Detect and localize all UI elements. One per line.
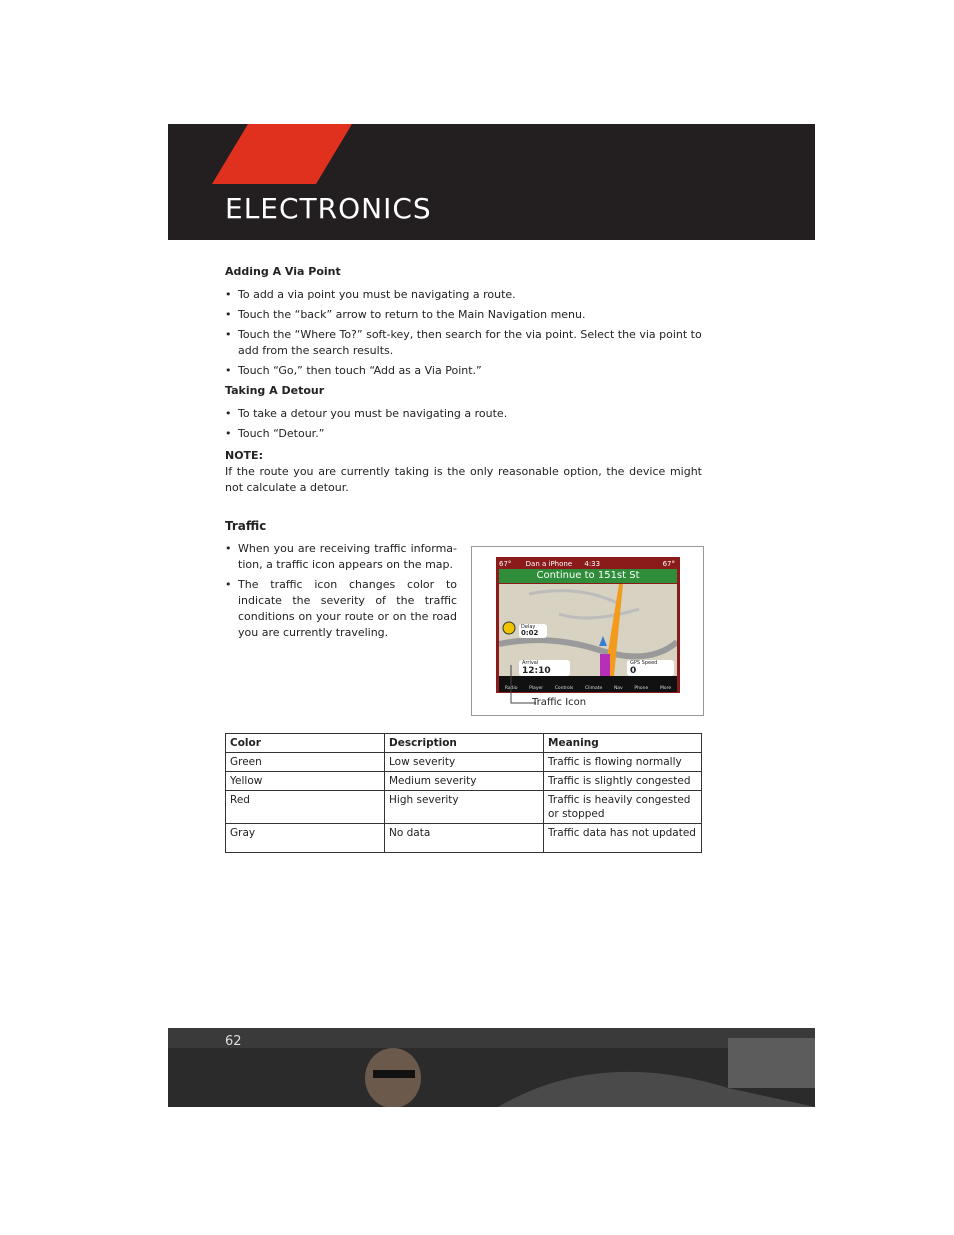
traffic-list — [225, 541, 457, 641]
screen-temp-left: 67° — [499, 560, 512, 568]
column-header: Color — [226, 734, 385, 753]
player-button: Player — [529, 686, 544, 691]
delay-label: Delay — [521, 624, 536, 630]
table-cell: Traffic is slightly congested — [544, 772, 702, 791]
screen-map — [499, 584, 677, 676]
navigation-screen-figure — [471, 546, 704, 716]
table-cell: Medium severity — [385, 772, 544, 791]
traffic-list-block — [225, 541, 457, 645]
table-header-row — [226, 734, 702, 753]
screen-status-bar — [499, 559, 677, 569]
speed-value: 0 — [630, 666, 637, 676]
detour-list — [225, 406, 702, 442]
footer-photo-band — [168, 1028, 815, 1107]
list-item: • Touch “Detour.” — [225, 426, 702, 442]
radio-button: Radio — [504, 686, 518, 691]
section-header — [168, 124, 815, 240]
note-label: NOTE: — [225, 449, 263, 462]
screen-phone: Dan a iPhone — [525, 560, 573, 568]
table-cell: Traffic is flowing normally — [544, 753, 702, 772]
nav-button: Nav — [613, 686, 623, 691]
list-item: • When you are receiving traffic informa-tion, a traffic icon appears on the map. — [225, 541, 457, 573]
table-cell: Yellow — [226, 772, 385, 791]
table-row — [226, 824, 702, 853]
table-row — [226, 791, 702, 824]
controls-button: Controls — [554, 686, 574, 691]
list-item: • To add a via point you must be navigating a route. — [225, 287, 702, 303]
column-header: Description — [385, 734, 544, 753]
footer-photo-graphic — [168, 1028, 815, 1107]
table-row — [226, 772, 702, 791]
delay-box — [519, 624, 547, 638]
table-cell: Gray — [226, 824, 385, 853]
table-cell: Traffic is heavily congested or stopped — [544, 791, 702, 824]
arrival-label: Arrival — [522, 660, 539, 666]
list-item: • The traffic icon changes color to indicate the severity of the traffic conditions on your route or on the road you are currently traveling. — [225, 577, 457, 641]
traffic-heading: Traffic — [225, 519, 267, 533]
speed-label: GPS Speed — [630, 660, 658, 666]
more-button: More — [659, 686, 672, 691]
list-item: • Touch the “back” arrow to return to the Main Navigation menu. — [225, 307, 702, 323]
climate-button: Climate — [584, 686, 603, 691]
column-header: Meaning — [544, 734, 702, 753]
list-item: • Touch the “Where To?” soft-key, then search for the via point. Select the via point to add from the search results. — [225, 327, 702, 359]
speed-box — [627, 660, 674, 676]
note-text: If the route you are currently taking is the only reasonable option, the device might not calculate a detour. — [225, 465, 702, 494]
arrival-value: 12:10 — [522, 666, 551, 676]
table-row — [226, 753, 702, 772]
figure-caption: Traffic Icon — [532, 697, 587, 708]
note-block — [225, 448, 702, 496]
list-item: • To take a detour you must be navigating a route. — [225, 406, 702, 422]
screen-time: 4:33 — [584, 560, 601, 568]
table-cell: Low severity — [385, 753, 544, 772]
detour-heading: Taking A Detour — [225, 384, 325, 397]
table-cell: Traffic data has not updated — [544, 824, 702, 853]
via-point-list — [225, 287, 702, 379]
table-cell: No data — [385, 824, 544, 853]
delay-value: 0:02 — [521, 629, 539, 637]
phone-button: Phone — [634, 686, 649, 691]
page-number: 62 — [225, 1034, 242, 1049]
screen-temp-right: 67° — [662, 560, 675, 568]
traffic-color-table — [225, 733, 702, 853]
main-content — [225, 264, 702, 496]
table-cell: High severity — [385, 791, 544, 824]
page-title: ELECTRONICS — [225, 192, 432, 225]
via-point-heading: Adding A Via Point — [225, 265, 341, 278]
table-cell: Red — [226, 791, 385, 824]
table-cell: Green — [226, 753, 385, 772]
list-item: • Touch “Go,” then touch “Add as a Via Point.” — [225, 363, 702, 379]
screen-direction-banner: Continue to 151st St — [499, 569, 677, 583]
brand-stripes-logo — [212, 124, 362, 184]
traffic-icon — [503, 622, 515, 634]
